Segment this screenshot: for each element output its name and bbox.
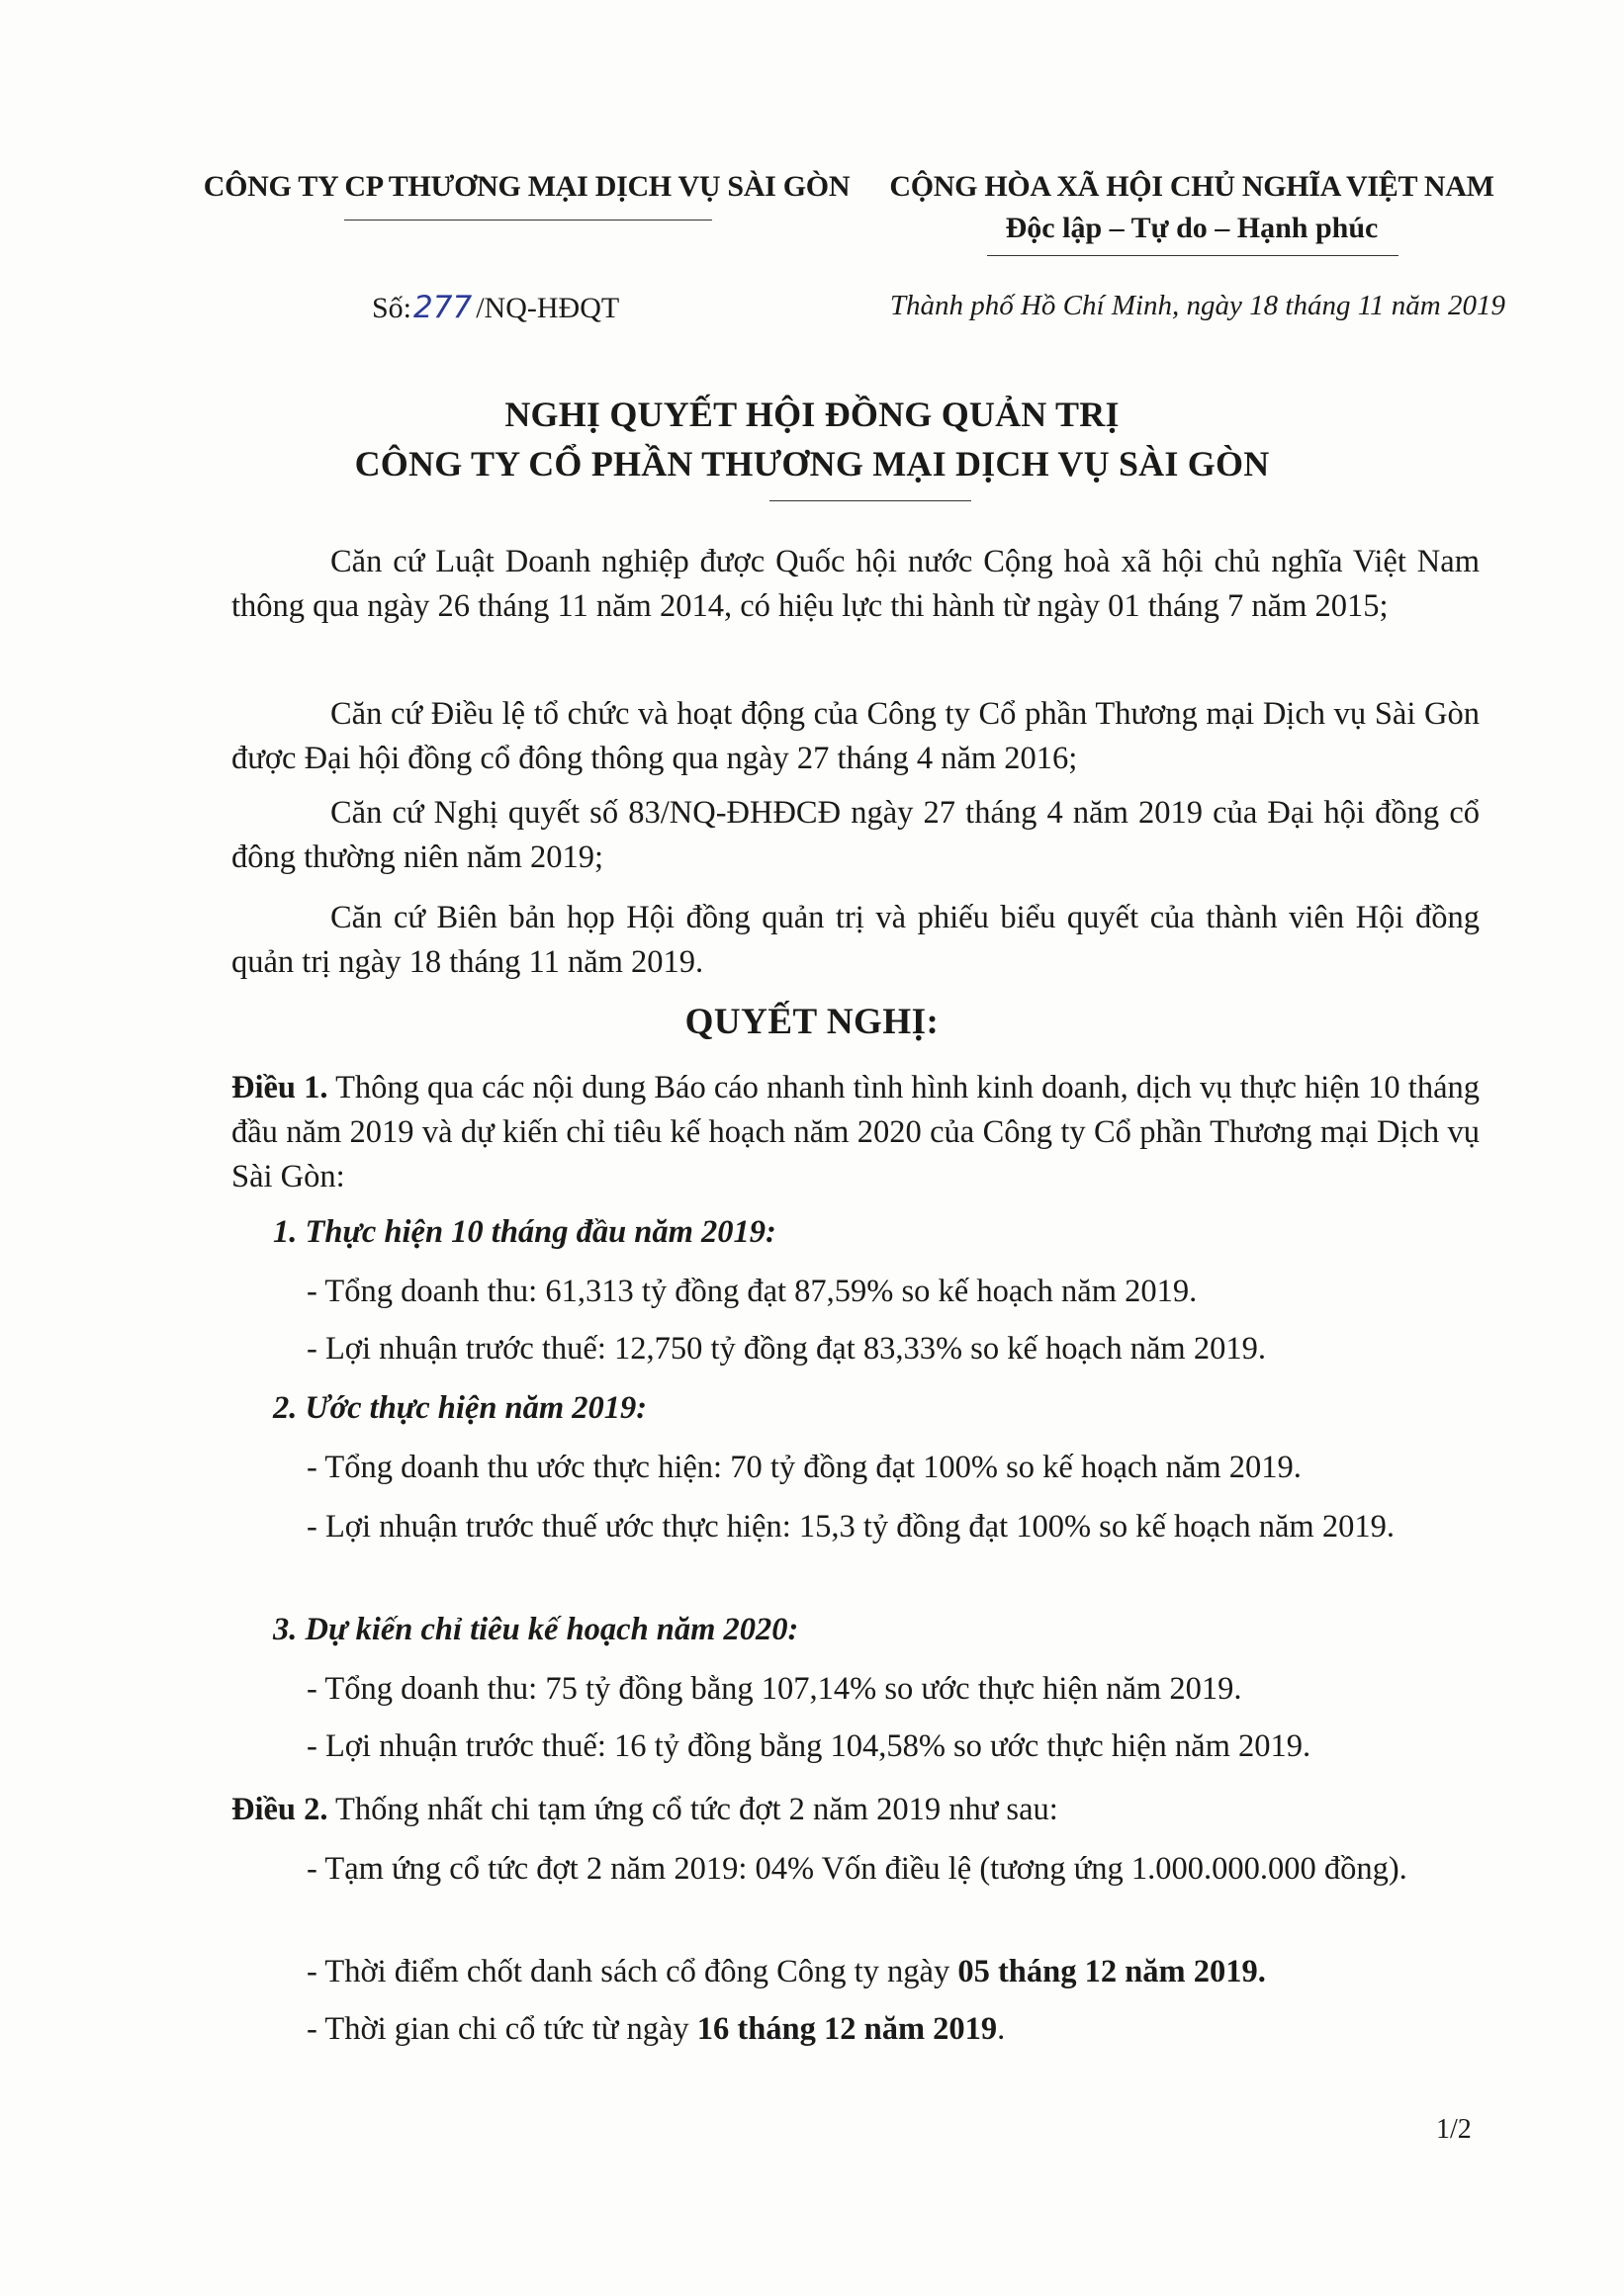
preamble-item: Căn cứ Luật Doanh nghiệp được Quốc hội nước Cộng hoà xã hội chủ nghĩa Việt Nam thông qua ngày 26 tháng 11 năm 2014, có hiệu lực thi hành từ ngày 01 tháng 7 năm 2015; (231, 544, 1480, 624)
record-date-text: - Thời điểm chốt danh sách cổ đông Công ty ngày (307, 1954, 958, 1989)
section-1-heading: 1. Thực hiện 10 tháng đầu năm 2019: (273, 1214, 776, 1250)
article-1-text: Thông qua các nội dung Báo cáo nhanh tình hình kinh doanh, dịch vụ thực hiện 10 tháng đầu năm 2019 và dự kiến chỉ tiêu kế hoạch năm 2020 của Công ty Cổ phần Thương mại Dịch vụ Sài Gòn: (231, 1070, 1480, 1194)
section-3-heading: 3. Dự kiến chỉ tiêu kế hoạch năm 2020: (273, 1612, 799, 1647)
national-motto: Độc lập – Tự do – Hạnh phúc (1005, 212, 1379, 244)
page-number: 1/2 (1436, 2114, 1472, 2145)
payment-date-text: - Thời gian chi cổ tức từ ngày (307, 2011, 697, 2047)
section-2-line: - Lợi nhuận trước thuế ước thực hiện: 15,3 tỷ đồng đạt 100% so kế hoạch năm 2019. (307, 1509, 1395, 1545)
record-date-period: . (1257, 1954, 1266, 1989)
preamble-item: Căn cứ Điều lệ tổ chức và hoạt động của Công ty Cổ phần Thương mại Dịch vụ Sài Gòn được Đại hội đồng cổ đông thông qua ngày 27 tháng 4 năm 2016; (231, 696, 1480, 776)
title-line-2: CÔNG TY CỔ PHẦN THƯƠNG MẠI DỊCH VỤ SÀI GÒN (354, 444, 1270, 484)
republic-name: CỘNG HÒA XÃ HỘI CHỦ NGHĨA VIỆT NAM (889, 170, 1494, 203)
document-number (372, 290, 619, 325)
payment-date: 16 tháng 12 năm 2019 (696, 2011, 998, 2047)
record-date: 05 tháng 12 năm 2019 (957, 1954, 1258, 1989)
preamble-item: Căn cứ Biên bản họp Hội đồng quản trị và phiếu biểu quyết của thành viên Hội đồng quản trị ngày 18 tháng 11 năm 2019. (231, 900, 1480, 980)
number-prefix: Số: (372, 292, 412, 324)
preamble-item: Căn cứ Nghị quyết số 83/NQ-ĐHĐCĐ ngày 27 tháng 4 năm 2019 của Đại hội đồng cổ đông thường niên năm 2019; (231, 795, 1480, 875)
handwritten-number: 277 (413, 290, 473, 325)
article-2-line: - Tạm ứng cổ tức đợt 2 năm 2019: 04% Vốn điều lệ (tương ứng 1.000.000.000 đồng). (307, 1851, 1407, 1887)
article-2-line (307, 2011, 1005, 2048)
article-2 (231, 1788, 1480, 1832)
article-2-text: Thống nhất chi tạm ứng cổ tức đợt 2 năm 2019 như sau: (327, 1792, 1058, 1827)
motto-underline (987, 255, 1398, 256)
section-2-line: - Tổng doanh thu ước thực hiện: 70 tỷ đồng đạt 100% so kế hoạch năm 2019. (307, 1450, 1302, 1485)
company-name: CÔNG TY CP THƯƠNG MẠI DỊCH VỤ SÀI GÒN (203, 170, 851, 203)
title-line-1: NGHỊ QUYẾT HỘI ĐỒNG QUẢN TRỊ (504, 395, 1120, 434)
article-1-label: Điều 1. (231, 1070, 328, 1105)
section-3-line: - Tổng doanh thu: 75 tỷ đồng bằng 107,14% so ước thực hiện năm 2019. (307, 1671, 1242, 1707)
article-2-line (307, 1954, 1266, 1990)
section-1-line: - Tổng doanh thu: 61,313 tỷ đồng đạt 87,59% so kế hoạch năm 2019. (307, 1274, 1198, 1309)
section-1-line: - Lợi nhuận trước thuế: 12,750 tỷ đồng đạt 83,33% so kế hoạch năm 2019. (307, 1331, 1266, 1367)
section-2-heading: 2. Ước thực hiện năm 2019: (273, 1390, 648, 1426)
company-underline (344, 220, 712, 221)
resolution-heading: QUYẾT NGHỊ: (684, 1002, 940, 1042)
article-2-intro (231, 1788, 1480, 1832)
number-suffix: /NQ-HĐQT (476, 292, 620, 324)
article-1 (231, 1066, 1480, 1199)
payment-date-period: . (997, 2011, 1006, 2047)
title-underline (769, 500, 971, 501)
article-2-label: Điều 2. (231, 1792, 328, 1827)
article-1-intro (231, 1066, 1480, 1199)
dateline: Thành phố Hồ Chí Minh, ngày 18 tháng 11 năm 2019 (889, 290, 1505, 321)
section-3-line: - Lợi nhuận trước thuế: 16 tỷ đồng bằng 104,58% so ước thực hiện năm 2019. (307, 1728, 1311, 1764)
